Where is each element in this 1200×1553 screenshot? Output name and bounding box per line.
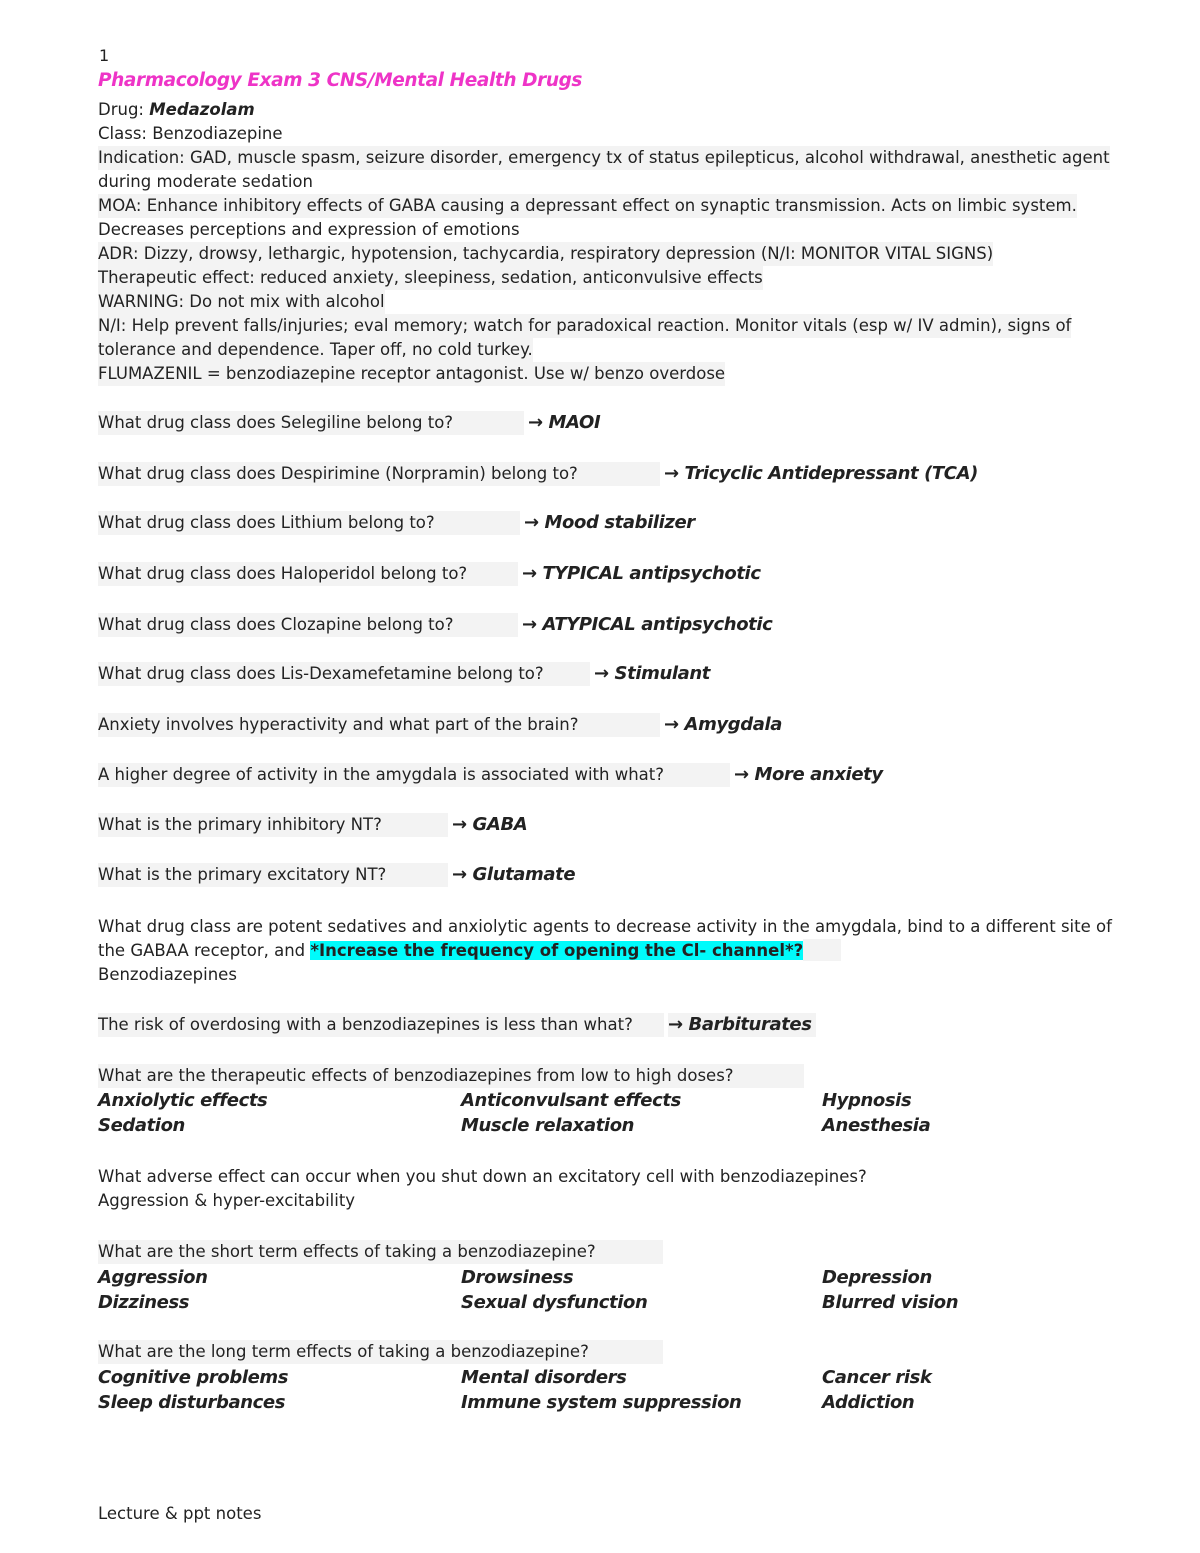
qa-answer: → Stimulant [594, 663, 710, 684]
qa-question: A higher degree of activity in the amygdala is associated with what? [98, 763, 730, 787]
therapeutic-effects-question: What are the therapeutic effects of benzodiazepines from low to high doses? [98, 1064, 804, 1088]
qa-question: What drug class does Clozapine belong to? [98, 613, 518, 637]
page-number: 1 [99, 46, 110, 65]
benzo-question-highlight: *Increase the frequency of opening the Cl- channel*? [310, 941, 804, 960]
qa-question: What drug class does Despirimine (Norpramin) belong to? [98, 462, 660, 486]
adverse-effect-question: What adverse effect can occur when you shut down an excitatory cell with benzodiazepines? [98, 1167, 867, 1186]
drug-line [98, 98, 255, 122]
therapeutic-effect-item: Muscle relaxation [461, 1115, 635, 1136]
overdose-answer: → Barbiturates [668, 1013, 816, 1037]
short-term-effect-item: Sexual dysfunction [461, 1292, 648, 1313]
therapeutic-effect-item: Sedation [98, 1115, 185, 1136]
qa-answer: → Mood stabilizer [524, 512, 695, 533]
drug-moa: MOA: Enhance inhibitory effects of GABA causing a depressant effect on synaptic transmission. Acts on limbic system. [98, 194, 1077, 218]
drug-therapeutic-effect: Therapeutic effect: reduced anxiety, sleepiness, sedation, anticonvulsive effects [98, 266, 763, 290]
qa-question: What is the primary inhibitory NT? [98, 813, 448, 837]
qa-question: What drug class does Lithium belong to? [98, 511, 520, 535]
drug-indication-cont: during moderate sedation [98, 172, 313, 191]
drug-antagonist-note: FLUMAZENIL = benzodiazepine receptor antagonist. Use w/ benzo overdose [98, 362, 725, 386]
drug-indication: Indication: GAD, muscle spasm, seizure disorder, emergency tx of status epilepticus, alcohol withdrawal, anesthetic agent [98, 146, 1110, 170]
drug-nursing-implications: N/I: Help prevent falls/injuries; eval memory; watch for paradoxical reaction. Monitor vitals (esp w/ IV admin), signs of [98, 314, 1071, 338]
long-term-effect-item: Sleep disturbances [98, 1392, 286, 1413]
long-term-effect-item: Cognitive problems [98, 1367, 289, 1388]
qa-answer: → Amygdala [664, 714, 783, 735]
qa-answer: → GABA [452, 814, 528, 835]
qa-question: What is the primary excitatory NT? [98, 863, 448, 887]
long-term-effect-item: Cancer risk [822, 1367, 932, 1388]
short-term-effect-item: Drowsiness [461, 1267, 574, 1288]
page-title: Pharmacology Exam 3 CNS/Mental Health Drugs [98, 70, 583, 91]
qa-question: What drug class does Haloperidol belong to? [98, 562, 518, 586]
long-term-effect-item: Mental disorders [461, 1367, 627, 1388]
long-term-effect-item: Addiction [822, 1392, 915, 1413]
long-term-effect-item: Immune system suppression [461, 1392, 742, 1413]
therapeutic-effect-item: Anesthesia [822, 1115, 931, 1136]
adverse-effect-answer: Aggression & hyper-excitability [98, 1191, 356, 1210]
drug-name: Medazolam [149, 100, 255, 119]
short-term-effect-item: Dizziness [98, 1292, 190, 1313]
drug-label: Drug: [98, 100, 144, 119]
benzo-question-prefix: the GABAA receptor, and [98, 941, 311, 960]
drug-class: Class: Benzodiazepine [98, 124, 283, 143]
drug-adr: ADR: Dizzy, drowsy, lethargic, hypotension, tachycardia, respiratory depression (N/I: MONITOR VITAL SIGNS) [98, 242, 993, 266]
highlight-tail [803, 939, 841, 961]
qa-answer: → Glutamate [452, 864, 576, 885]
qa-question: What drug class does Selegiline belong to? [98, 411, 524, 435]
benzo-question-line1: What drug class are potent sedatives and anxiolytic agents to decrease activity in the amygdala, bind to a different site of [98, 917, 1112, 936]
benzo-question-line2 [98, 939, 841, 963]
therapeutic-effect-item: Anticonvulsant effects [461, 1090, 681, 1111]
overdose-question: The risk of overdosing with a benzodiazepines is less than what? [98, 1013, 664, 1037]
qa-answer: → MAOI [528, 412, 601, 433]
drug-warning: WARNING: Do not mix with alcohol [98, 290, 385, 314]
benzo-answer: Benzodiazepines [98, 965, 237, 984]
qa-answer: → More anxiety [734, 764, 883, 785]
short-term-effect-item: Aggression [98, 1267, 208, 1288]
qa-answer: → Tricyclic Antidepressant (TCA) [664, 463, 978, 484]
drug-nursing-implications-cont: tolerance and dependence. Taper off, no cold turkey. [98, 338, 533, 362]
long-term-question: What are the long term effects of taking a benzodiazepine? [98, 1340, 663, 1364]
short-term-question: What are the short term effects of taking a benzodiazepine? [98, 1240, 663, 1264]
short-term-effect-item: Depression [822, 1267, 932, 1288]
qa-answer: → ATYPICAL antipsychotic [522, 614, 773, 635]
therapeutic-effect-item: Hypnosis [822, 1090, 912, 1111]
page-footer: Lecture & ppt notes [98, 1504, 262, 1523]
qa-question: What drug class does Lis-Dexamefetamine belong to? [98, 662, 590, 686]
qa-question: Anxiety involves hyperactivity and what part of the brain? [98, 713, 660, 737]
short-term-effect-item: Blurred vision [822, 1292, 959, 1313]
therapeutic-effect-item: Anxiolytic effects [98, 1090, 268, 1111]
drug-moa-cont: Decreases perceptions and expression of emotions [98, 220, 520, 239]
qa-answer: → TYPICAL antipsychotic [522, 563, 761, 584]
